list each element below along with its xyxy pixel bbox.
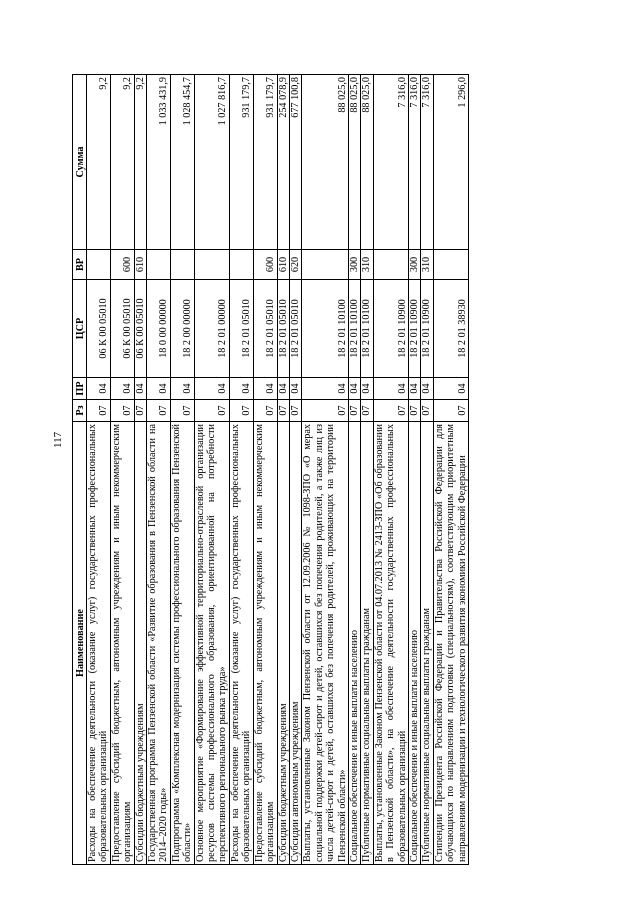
row-pr: 04 <box>373 378 408 400</box>
row-pr: 04 <box>194 378 229 400</box>
row-vr <box>229 250 253 280</box>
row-csr: 06 К 00 05010 <box>87 280 111 378</box>
row-sum: 88 025,0 <box>361 75 373 250</box>
row-name: Социальное обеспечение и иные выплаты населению <box>408 422 420 865</box>
row-pr: 04 <box>361 378 373 400</box>
row-name: Подпрограмма «Комплексная модернизация системы профессионального образования Пензенской области» <box>170 422 194 865</box>
column-header-rz: Рз <box>73 400 87 422</box>
row-rz: 07 <box>408 400 420 422</box>
row-rz: 07 <box>87 400 111 422</box>
row-rz: 07 <box>134 400 146 422</box>
row-name: Основное мероприятие «Формирование эффективной территориально-отраслевой организации ресурсов системы профессионального образования, ориентированной на потребности перспективного регионального рынка труда» <box>194 422 229 865</box>
row-sum: 7 316,0 <box>421 75 433 250</box>
row-pr: 04 <box>170 378 194 400</box>
row-pr: 04 <box>134 378 146 400</box>
row-sum: 931 179,7 <box>253 75 277 250</box>
row-rz: 07 <box>373 400 408 422</box>
row-vr: 310 <box>361 250 373 280</box>
column-header-csr: ЦСР <box>73 280 87 378</box>
row-rz: 07 <box>421 400 433 422</box>
row-sum: 1 296,0 <box>433 75 468 250</box>
table-row <box>194 75 229 865</box>
row-vr: 610 <box>277 250 289 280</box>
table-row <box>229 75 253 865</box>
row-vr <box>302 250 349 280</box>
row-rz: 07 <box>361 400 373 422</box>
table-row <box>110 75 134 865</box>
row-rz: 07 <box>194 400 229 422</box>
row-sum: 1 033 431,9 <box>147 75 171 250</box>
page-number: 117 <box>52 431 64 448</box>
table-row <box>170 75 194 865</box>
row-sum: 931 179,7 <box>229 75 253 250</box>
row-csr: 18 2 01 10100 <box>361 280 373 378</box>
table-row <box>277 75 289 865</box>
row-rz: 07 <box>147 400 171 422</box>
row-name: Субсидии бюджетным учреждениям <box>277 422 289 865</box>
row-name: Стипендии Президента Российской Федерации и Правительства Российской Федерации для обучающихся по направлениям подготовки (специальностям), соответствующим приоритетным направлениям модернизации и технологического развития экономики Российской Федерации <box>433 422 468 865</box>
table-row <box>147 75 171 865</box>
table-row <box>253 75 277 865</box>
row-csr: 06 К 00 05010 <box>134 280 146 378</box>
column-header-pr: ПР <box>73 378 87 400</box>
row-csr: 18 2 01 05010 <box>277 280 289 378</box>
row-name: Предоставление субсидий бюджетным, автономным учреждениям и иным некоммерческим организациям <box>110 422 134 865</box>
row-vr: 600 <box>110 250 134 280</box>
row-sum: 9,2 <box>87 75 111 250</box>
row-vr <box>87 250 111 280</box>
row-name: Социальное обеспечение и иные выплаты населению <box>348 422 360 865</box>
row-vr: 620 <box>289 250 301 280</box>
row-pr: 04 <box>348 378 360 400</box>
row-sum: 9,2 <box>134 75 146 250</box>
row-csr: 18 2 01 10900 <box>421 280 433 378</box>
row-vr: 300 <box>408 250 420 280</box>
row-pr: 04 <box>229 378 253 400</box>
row-csr: 18 2 01 10100 <box>348 280 360 378</box>
table-row <box>433 75 468 865</box>
row-name: Субсидии автономным учреждениям <box>289 422 301 865</box>
row-csr: 18 0 00 00000 <box>147 280 171 378</box>
rotated-page-content <box>72 75 612 865</box>
table-row <box>87 75 111 865</box>
row-sum: 1 028 454,7 <box>170 75 194 250</box>
row-pr: 04 <box>87 378 111 400</box>
row-vr <box>194 250 229 280</box>
row-csr: 18 2 01 05010 <box>229 280 253 378</box>
row-pr: 04 <box>277 378 289 400</box>
row-rz: 07 <box>433 400 468 422</box>
row-vr: 600 <box>253 250 277 280</box>
row-rz: 07 <box>302 400 349 422</box>
table-row <box>408 75 420 865</box>
table-row <box>361 75 373 865</box>
row-pr: 04 <box>408 378 420 400</box>
row-vr: 300 <box>348 250 360 280</box>
budget-table <box>72 74 469 865</box>
row-name: Выплаты, установленные Законом Пензенской области от 04.07.2013 № 2413-ЗПО «Об образовании в Пензенской области», на обеспечение деятельности государственных профессиональных образовательных организаций <box>373 422 408 865</box>
row-sum: 254 078,9 <box>277 75 289 250</box>
table-row <box>373 75 408 865</box>
row-vr <box>170 250 194 280</box>
row-name: Публичные нормативные социальные выплаты гражданам <box>361 422 373 865</box>
row-name: Расходы на обеспечение деятельности (оказание услуг) государственных профессиональных образовательных организаций <box>87 422 111 865</box>
row-csr: 18 2 01 38930 <box>433 280 468 378</box>
row-csr: 18 2 01 10900 <box>408 280 420 378</box>
row-pr: 04 <box>253 378 277 400</box>
row-pr: 04 <box>421 378 433 400</box>
row-vr <box>373 250 408 280</box>
row-name: Субсидии бюджетным учреждениям <box>134 422 146 865</box>
row-pr: 04 <box>110 378 134 400</box>
row-sum: 9,2 <box>110 75 134 250</box>
row-rz: 07 <box>348 400 360 422</box>
row-csr: 18 2 01 00000 <box>194 280 229 378</box>
row-rz: 07 <box>110 400 134 422</box>
row-pr: 04 <box>147 378 171 400</box>
row-rz: 07 <box>229 400 253 422</box>
row-vr <box>147 250 171 280</box>
column-header-sum: Сумма <box>73 75 87 250</box>
row-rz: 07 <box>253 400 277 422</box>
row-sum: 88 025,0 <box>302 75 349 250</box>
row-pr: 04 <box>302 378 349 400</box>
row-csr: 18 2 01 05010 <box>253 280 277 378</box>
row-csr: 06 К 00 05010 <box>110 280 134 378</box>
table-row <box>302 75 349 865</box>
row-csr: 18 2 01 10100 <box>302 280 349 378</box>
table-row <box>421 75 433 865</box>
row-rz: 07 <box>277 400 289 422</box>
row-name: Государственная программа Пензенской области «Развитие образования в Пензенской области на 2014–2020 годы» <box>147 422 171 865</box>
row-sum: 1 027 816,7 <box>194 75 229 250</box>
row-sum: 7 316,0 <box>408 75 420 250</box>
row-pr: 04 <box>433 378 468 400</box>
row-name: Публичные нормативные социальные выплаты гражданам <box>421 422 433 865</box>
table-row <box>289 75 301 865</box>
row-pr: 04 <box>289 378 301 400</box>
row-sum: 677 100,8 <box>289 75 301 250</box>
row-name: Выплаты, установленные Законом Пензенской области от 12.09.2006 № 1098-ЗПО «О мерах социальной поддержки детей-сирот и детей, оставшихся без попечения родителей, а также лиц из числа детей-сирот и детей, оставшихся без попечения родителей, проживающих на территории Пензенской области» <box>302 422 349 865</box>
row-name: Расходы на обеспечение деятельности (оказание услуг) государственных профессиональных образовательных организаций <box>229 422 253 865</box>
row-vr <box>433 250 468 280</box>
row-vr: 310 <box>421 250 433 280</box>
row-sum: 88 025,0 <box>348 75 360 250</box>
row-csr: 18 2 01 10900 <box>373 280 408 378</box>
column-header-name: Наименование <box>73 422 87 865</box>
row-rz: 07 <box>170 400 194 422</box>
table-header-row <box>73 75 87 865</box>
column-header-vr: ВР <box>73 250 87 280</box>
row-name: Предоставление субсидий бюджетным, автономным учреждениям и иным некоммерческим организациям <box>253 422 277 865</box>
row-rz: 07 <box>289 400 301 422</box>
table-row <box>348 75 360 865</box>
row-csr: 18 2 01 05010 <box>289 280 301 378</box>
row-sum: 7 316,0 <box>373 75 408 250</box>
row-csr: 18 2 00 00000 <box>170 280 194 378</box>
table-row <box>134 75 146 865</box>
row-vr: 610 <box>134 250 146 280</box>
